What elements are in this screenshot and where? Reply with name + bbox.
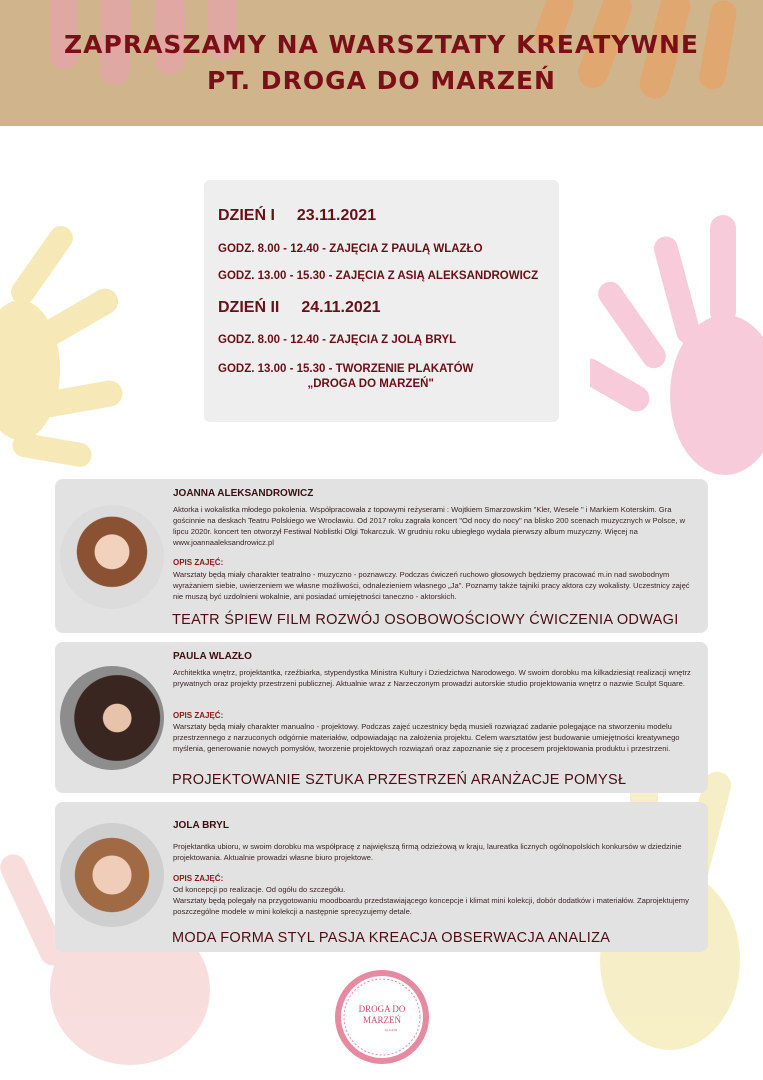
- instructor-name: JOANNA ALEKSANDROWICZ: [173, 488, 314, 499]
- opis-zajec-label: OPIS ZAJĘĆ:: [173, 711, 224, 720]
- workshop-description: Warsztaty będą miały charakter manualno - projektowy. Podczas zajęć uczestnicy będą musieli rozwiązać zadanie polegające na stworzeniu modelu przestrzennego z narzuconych odgórnie materiałów, odpowiadając na założenia projektu. Celem warsztatów jest budowanie umiejętności kreatywnego myślenia, generowanie nowych pomysłów, tworzenie projektowych rozwiązań oraz zapoznanie się z procesem projektowania produktu i przestrzeni.: [173, 722, 680, 753]
- instructor-name: JOLA BRYL: [173, 820, 229, 831]
- instructor-card: [55, 479, 708, 633]
- header-title-line2: PT. DROGA DO MARZEŃ: [207, 66, 556, 95]
- schedule-slot: GODZ. 13.00 - 15.30 - ZAJĘCIA Z ASIĄ ALEKSANDROWICZ: [218, 270, 539, 282]
- day-2-heading: [218, 299, 381, 317]
- header-title-line1: ZAPRASZAMY NA WARSZTATY KREATYWNE: [64, 30, 699, 59]
- workshop-description: Od koncepcji po realizacje. Od ogółu do szczegółu. Warsztaty będą polegały na przygotowaniu moodboardu przedstawiającego koncepcje i klimat mini kolekcji, dobór dodatków i materiałów. Zaprojektujemy poszczególne modele w mini kolekcji a następnie sprecyzujemy detale.: [173, 885, 689, 916]
- instructor-photo: [60, 505, 164, 609]
- opis-zajec-label: OPIS ZAJĘĆ:: [173, 558, 224, 567]
- instructor-card: [55, 642, 708, 793]
- day-1-date: 23.11.2021: [296, 207, 377, 224]
- day-1-label: DZIEŃ I: [218, 207, 275, 224]
- day-2-date: 24.11.2021: [301, 299, 381, 316]
- day-2-label: DZIEŃ II: [218, 299, 280, 316]
- handprint-left-decoration: [0, 200, 150, 480]
- schedule-slot: GODZ. 8.00 - 12.40 - ZAJĘCIA Z PAULĄ WLAZŁO: [218, 243, 483, 255]
- instructor-photo: [60, 823, 164, 927]
- workshop-tags: TEATR ŚPIEW FILM ROZWÓJ OSOBOWOŚCIOWY ĆWICZENIA ODWAGI: [172, 612, 679, 628]
- header-banner: [0, 0, 763, 126]
- handprint-right-decoration: [590, 215, 763, 495]
- logo-line2: MARZEŃ: [363, 1015, 401, 1025]
- workshop-tags: MODA FORMA STYL PASJA KREACJA OBSERWACJA ANALIZA: [172, 930, 611, 946]
- day-1-heading: [218, 207, 376, 225]
- droga-do-marzen-logo: [333, 968, 431, 1066]
- schedule-slot: GODZ. 8.00 - 12.40 - ZAJĘCIA Z JOLĄ BRYL: [218, 334, 457, 346]
- opis-zajec-label: OPIS ZAJĘĆ:: [173, 874, 224, 883]
- workshop-tags: PROJEKTOWANIE SZTUKA PRZESTRZEŃ ARANŻACJE POMYSŁ: [172, 772, 627, 788]
- workshop-description: Warsztaty będą miały charakter teatralno - muzyczno - poznawczy. Podczas ćwiczeń ruchowo głosowych będziemy pracować m.in nad swobodnym wyrażaniem siebie, uwierzeniem we własne możliwości, odnalezieniem własnego „Ja". Poznamy także tajniki pracy aktora czy wokalisty. Uczestnicy zajęć nie muszą być uzdolnieni wokalnie, ani posiadać umiejętności taneczno - aktorskich.: [173, 570, 690, 601]
- logo-line1: DROGA DO: [358, 1004, 406, 1014]
- instructor-bio: Architektka wnętrz, projektantka, rzeźbiarka, stypendystka Ministra Kultury i Dziedzictwa Narodowego. W swoim dorobku ma kilkadziesiąt realizacji wnętrz prywatnych oraz projekty przestrzeni publicznej. Aktualnie wraz z Narzeczonym prowadzi autorskie studio projektowania wnętrz o nazwie Sculpt Square.: [173, 668, 691, 688]
- instructor-bio: Projektantka ubioru, w swoim dorobku ma współpracę z największą firmą odzieżową w kraju, laureatka licznych ogólnopolskich konkursów w dziedzinie projektowania. Aktualnie prowadzi własne biuro projektowe.: [173, 842, 682, 862]
- instructor-bio: Aktorka i wokalistka młodego pokolenia. Współpracowała z topowymi reżyserami : Wojtkiem Smarzowskim "Kler, Wesele " i Markiem Koterskim. Gra gościnnie na deskach Teatru Polskiego we Wrocławiu. Od 2017 roku zagrała koncert "Od nocy do nocy" na blisko 200 scenach muzycznych w Polsce, w lipcu 2020r. koncert ten otworzył Festiwal Noblistki Olgi Tokarczuk. W grudniu roku ubiegłego wydała pierwszy album muzyczny. Więcej na www.joannaaleksandrowicz.pl: [173, 505, 686, 547]
- schedule-slot: GODZ. 13.00 - 15.30 - TWORZENIE PLAKATÓW „DROGA DO MARZEŃ": [218, 363, 474, 390]
- instructor-name: PAULA WLAZŁO: [173, 651, 252, 662]
- schedule-box: [204, 180, 559, 422]
- instructor-card: [55, 802, 708, 952]
- instructor-photo: [60, 666, 164, 770]
- logo-line3: by A & W: [384, 1028, 398, 1032]
